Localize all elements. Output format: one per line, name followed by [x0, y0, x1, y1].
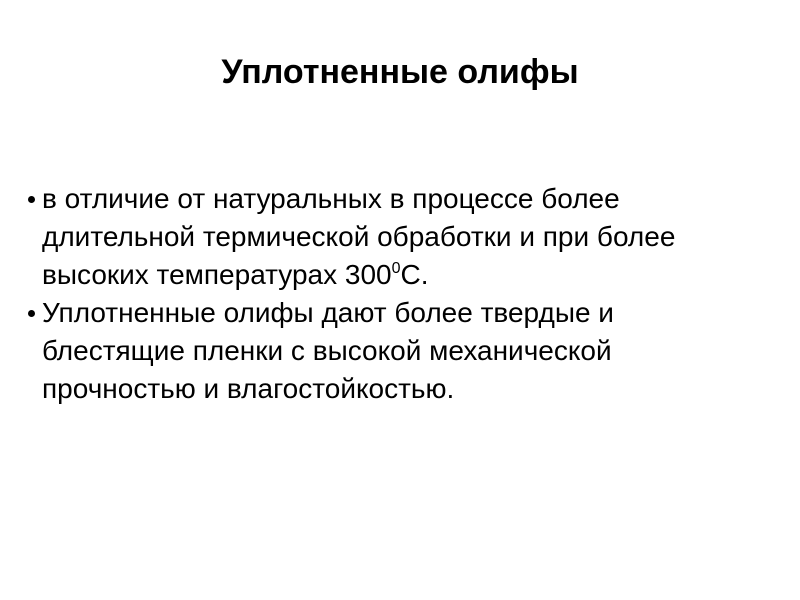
- bullet-dot-icon: [28, 310, 35, 317]
- bullet-item-2: [26, 294, 756, 408]
- bullet-list: [26, 180, 756, 408]
- slide-title: Уплотненные олифы: [221, 53, 579, 91]
- bullet-text-end: С.: [400, 259, 429, 290]
- bullet-text: Уплотненные олифы дают более твердые и блестящие пленки с высокой механической прочностью и влагостойкостью.: [42, 297, 614, 404]
- bullet-dot-icon: [28, 196, 35, 203]
- degree-superscript: 0: [391, 260, 401, 277]
- bullet-text: в отличие от натуральных в процессе более длительной термической обработки и при более высоких температурах 300: [42, 183, 676, 290]
- bullet-item-1: [26, 180, 756, 294]
